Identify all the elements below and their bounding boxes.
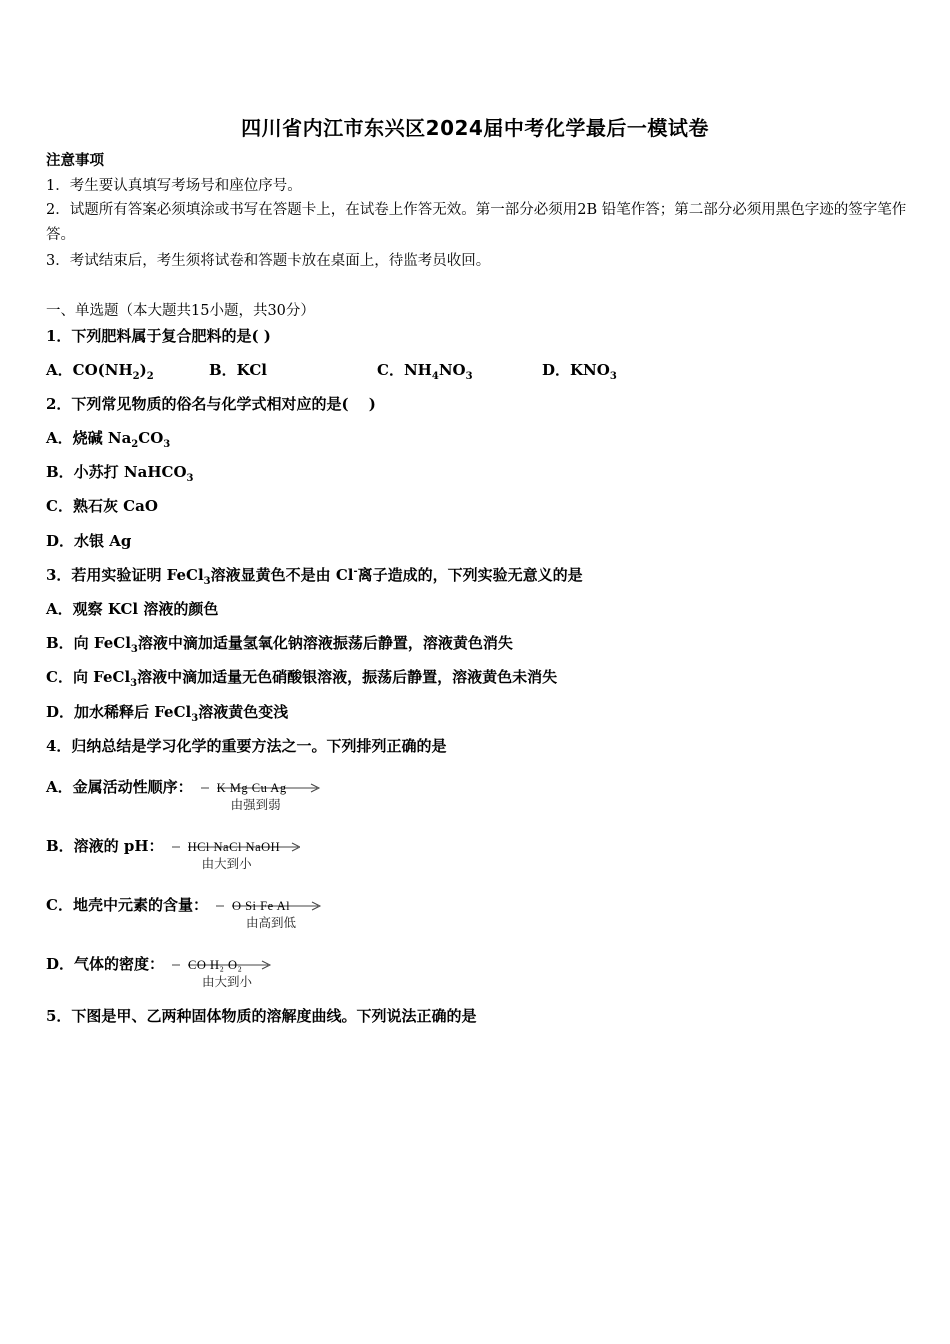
question-3-option-a: A．观察 KCl 溶液的颜色	[46, 600, 219, 618]
order-arrow-a: K Mg Cu Ag 由强到弱	[199, 771, 329, 805]
question-2-option-d: D．水银 Ag	[46, 532, 132, 550]
question-5-stem: 5．下图是甲、乙两种固体物质的溶解度曲线。下列说法正确的是	[46, 1007, 477, 1025]
notice-heading: 注意事项	[46, 152, 104, 169]
question-1-options	[46, 360, 617, 380]
question-3-option-c: C．向 FeCl$_3$溶液中滴加适量无色硝酸银溶液，振荡后静置，溶液黄色未消失	[46, 668, 558, 689]
notice-item-1: 1．考生要认真填写考场号和座位序号。	[46, 178, 302, 194]
order-arrow-d: CO H₂ O₂ 由大到小	[170, 948, 300, 982]
notice-item-3: 3．考试结束后，考生须将试卷和答题卡放在桌面上，待监考员收回。	[46, 253, 491, 269]
question-4-option-a: A．金属活动性顺序： K Mg Cu Ag 由强到弱	[46, 770, 329, 805]
notice-item-2: 2．试题所有答案必须填涂或书写在答题卡上，在试卷上作答无效。第一部分必须用2B 铅笔作答；第二部分必须用黑色字迹的签字笔作答。	[46, 202, 907, 243]
question-2-stem: 2．下列常见物质的俗名与化学式相对应的是( )	[46, 395, 376, 413]
question-2-option-b: B．小苏打 NaHCO$_3$	[46, 463, 194, 484]
order-arrow-c: O Si Fe Al 由高到低	[214, 889, 344, 923]
question-1-stem: 1．下列肥料属于复合肥料的是( )	[46, 327, 271, 345]
option-a: A．$CO(NH_2)_2$	[46, 361, 154, 382]
question-3-option-d: D．加水稀释后 FeCl$_3$溶液黄色变浅	[46, 703, 289, 724]
question-4-option-b: B．溶液的 pH： HCl NaCl NaOH 由大到小	[46, 829, 300, 864]
option-c: C．$NH_4NO_3$	[377, 361, 473, 382]
option-b: B．KCl	[209, 361, 267, 379]
section-heading: 一、单选题（本大题共15小题，共30分）	[46, 303, 315, 319]
question-4-option-c: C．地壳中元素的含量： O Si Fe Al 由高到低	[46, 888, 344, 923]
question-2-option-a: A．烧碱 $Na_2CO_3$	[46, 429, 171, 450]
question-4-option-d: D．气体的密度： CO H₂ O₂ 由大到小	[46, 947, 300, 982]
option-d: D．$KNO_3$	[542, 361, 617, 382]
question-3-stem: 3．若用实验证明 FeCl$_3$溶液显黄色不是由 Cl-离子造成的，下列实验无意义的是	[46, 566, 583, 587]
question-4-stem: 4．归纳总结是学习化学的重要方法之一。下列排列正确的是	[46, 737, 447, 755]
order-arrow-b: HCl NaCl NaOH 由大到小	[170, 830, 300, 864]
exam-title: 四川省内江市东兴区2024届中考化学最后一模试卷	[241, 116, 709, 140]
question-2-option-c: C．熟石灰 CaO	[46, 497, 158, 515]
question-3-option-b: B．向 FeCl$_3$溶液中滴加适量氢氧化钠溶液振荡后静置，溶液黄色消失	[46, 634, 513, 655]
